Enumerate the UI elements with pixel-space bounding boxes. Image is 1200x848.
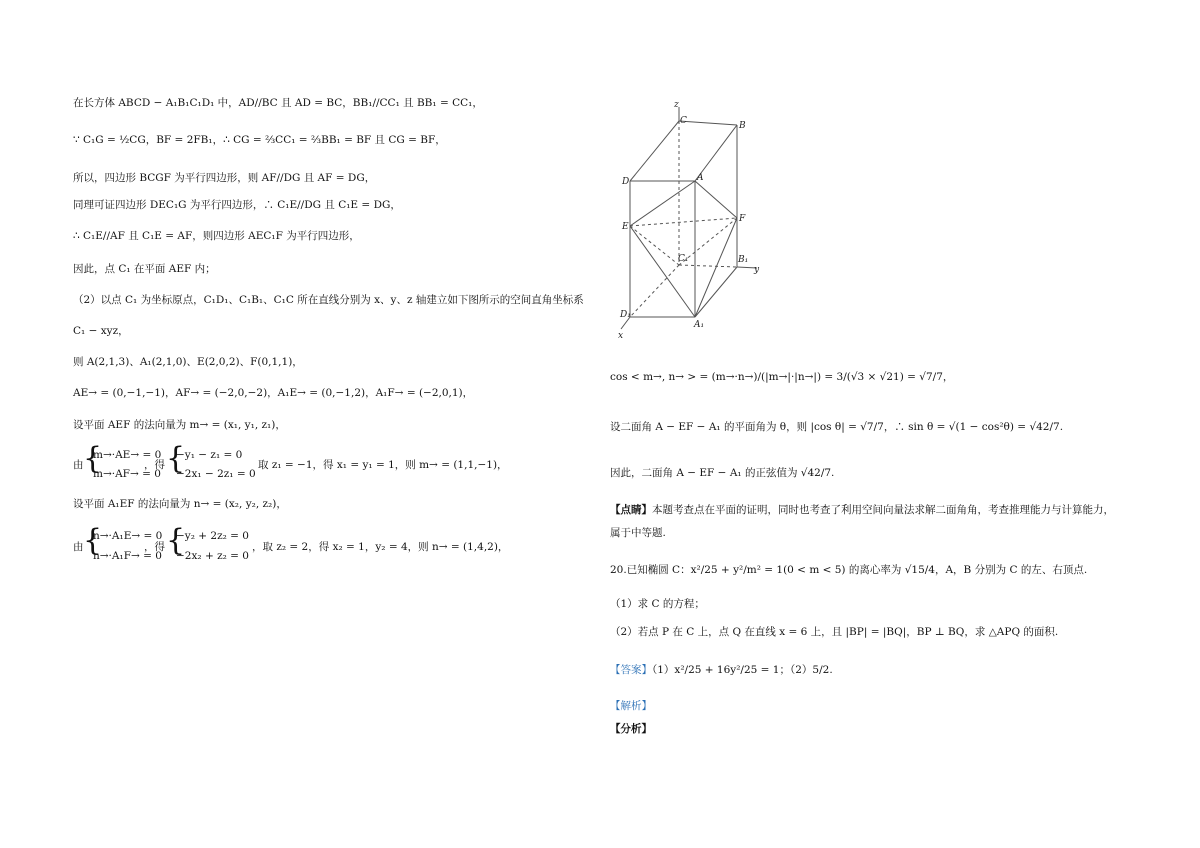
text-line-11: 设平面 AEF 的法向量为 m→ = (x₁, y₁, z₁)， (73, 419, 286, 431)
sys1-brace: { (83, 441, 103, 476)
text-line-12: 设平面 A₁EF 的法向量为 n→ = (x₂, y₂, z₂)， (73, 498, 287, 510)
question-20-part1: （1）求 C 的方程； (610, 598, 705, 610)
text-line-2: ∵ C₁G = ½CG，BF = 2FB₁，∴ CG = ⅔CC₁ = ⅔BB₁ = BF 且 CG = BF， (73, 134, 446, 146)
comment-line-2: 属于中等题. (610, 527, 666, 539)
label-B1: B₁ (738, 255, 749, 265)
label-C1: C₁ (678, 254, 689, 264)
comment-tag: 【点睛】 (610, 504, 652, 516)
label-B: B (739, 121, 746, 131)
sys1-eq-bottom: m→·AF→ = 0 (93, 468, 161, 480)
label-D: D (622, 177, 630, 187)
cuboid-figure (612, 95, 792, 345)
sys1-res-bottom: −2x₁ − 2z₁ = 0 (176, 468, 256, 480)
sys2-res-bottom: −2x₂ + z₂ = 0 (176, 550, 249, 562)
cos-line: cos < m→, n→ > = (m→·n→)/(|m→|·|n→|) = 3/(√3 × √21) = √7/7， (610, 371, 954, 383)
sys2-brace: { (83, 523, 103, 558)
sys2-res-top: −y₂ + 2z₂ = 0 (176, 530, 249, 542)
sys2-mid: ，得 (144, 541, 165, 553)
dihedral-line: 设二面角 A − EF − A₁ 的平面角为 θ，则 |cos θ| = √7/7，∴ sin θ = √(1 − cos²θ) = √42/7. (610, 421, 1064, 433)
label-A1: A₁ (694, 320, 705, 330)
label-x: x (618, 331, 624, 341)
label-C: C (680, 116, 687, 126)
sys2-tail: ，取 z₂ = 2，得 x₂ = 1，y₂ = 4，则 n→ = (1,4,2)， (252, 541, 509, 553)
fenxi-tag: 【分析】 (610, 723, 652, 735)
comment-text: 本题考查点在平面的证明，同时也考查了利用空间向量法求解二面角角，考查推理能力与计算能力， (652, 504, 1114, 516)
sys2-eq-top: n→·A₁E→ = 0 (93, 530, 163, 542)
label-D1: D₁ (620, 310, 631, 320)
analysis-tag: 【解析】 (610, 700, 652, 712)
answer-line (610, 663, 833, 677)
answer-text: （1）x²/25 + 16y²/25 = 1；（2）5/2. (652, 664, 833, 676)
text-line-3: 所以，四边形 BCGF 为平行四边形，则 AF//DG 且 AF = DG， (73, 172, 376, 184)
label-E: E (622, 222, 629, 232)
text-line-7: （2）以点 C₁ 为坐标原点，C₁D₁、C₁B₁、C₁C 所在直线分别为 x、y、z 轴建立如下图所示的空间直角坐标系 (73, 294, 584, 306)
text-line-4: 同理可证四边形 DEC₁G 为平行四边形，∴ C₁E//DG 且 C₁E = DG， (73, 199, 401, 211)
sys1-tail: 取 z₁ = −1，得 x₁ = y₁ = 1，则 m→ = (1,1,−1)， (258, 459, 508, 471)
text-line-6: 因此，点 C₁ 在平面 AEF 内； (73, 263, 216, 275)
sys2-eq-bottom: n→·A₁F→ = 0 (93, 550, 162, 562)
question-20: 20.已知椭圆 C：x²/25 + y²/m² = 1(0 < m < 5) 的离心率为 √15/4，A，B 分别为 C 的左、右顶点. (610, 564, 1088, 576)
label-F: F (739, 214, 746, 224)
label-A: A (697, 173, 704, 183)
sys1-prefix: 由 (73, 459, 84, 471)
sys2-brace-2: { (166, 523, 186, 558)
text-line-1: 在长方体 ABCD − A₁B₁C₁D₁ 中，AD//BC 且 AD = BC，BB₁//CC₁ 且 BB₁ = CC₁， (73, 97, 483, 109)
question-20-part2: （2）若点 P 在 C 上，点 Q 在直线 x = 6 上，且 |BP| = |BQ|，BP ⊥ BQ，求 △APQ 的面积. (610, 626, 1059, 638)
label-z: z (674, 100, 679, 110)
text-line-5: ∴ C₁E//AF 且 C₁E = AF，则四边形 AEC₁F 为平行四边形， (73, 230, 360, 242)
sys2-prefix: 由 (73, 541, 84, 553)
sys1-eq-top: m→·AE→ = 0 (93, 449, 162, 461)
sys1-brace-2: { (166, 441, 186, 476)
answer-tag: 【答案】 (610, 664, 652, 676)
label-y: y (754, 265, 760, 275)
sys1-mid: ，得 (144, 459, 165, 471)
comment-line (610, 503, 1114, 517)
text-line-8: C₁ − xyz， (73, 325, 129, 337)
text-line-10: AE→ = (0,−1,−1)，AF→ = (−2,0,−2)，A₁E→ = (0,−1,2)，A₁F→ = (−2,0,1)， (73, 387, 474, 399)
text-line-9: 则 A(2,1,3)、A₁(2,1,0)、E(2,0,2)、F(0,1,1)， (73, 356, 303, 368)
right-column (600, 0, 1200, 848)
sys1-res-top: −y₁ − z₁ = 0 (176, 449, 243, 461)
conclusion-line: 因此，二面角 A − EF − A₁ 的正弦值为 √42/7. (610, 467, 835, 479)
